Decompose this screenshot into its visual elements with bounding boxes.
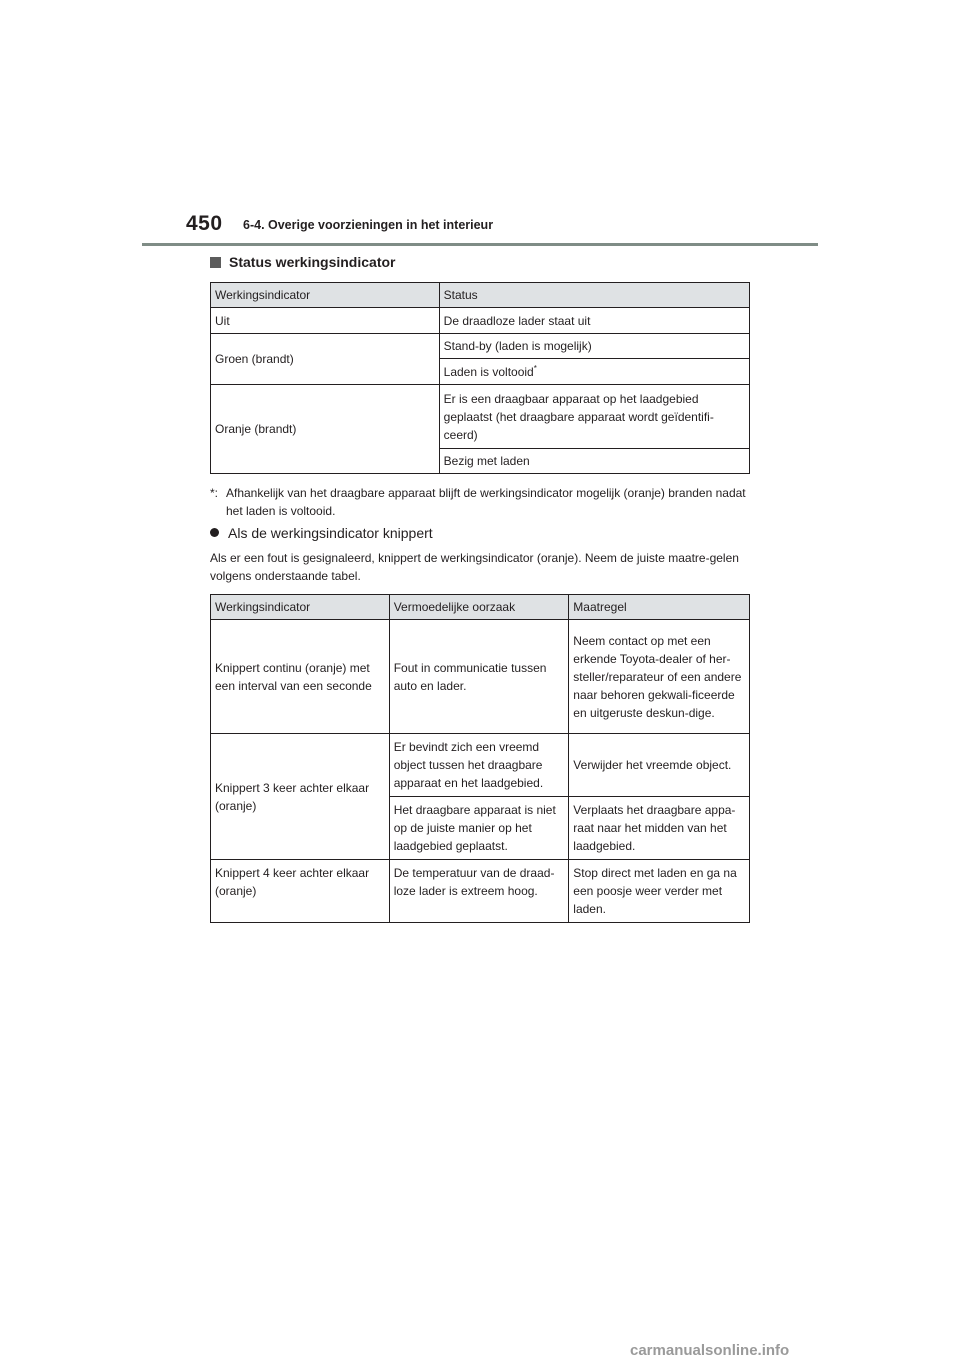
- column-header: Maatregel: [569, 595, 750, 620]
- table-row: [211, 385, 750, 449]
- blink-section-title-text: Als de werkingsindicator knippert: [228, 525, 433, 541]
- indicator-cell: Knippert 4 keer achter elkaar (oranje): [211, 860, 390, 923]
- chapter-title: 6-4. Overige voorzieningen in het interieur: [243, 218, 494, 232]
- section-title: [210, 254, 395, 270]
- status-cell: De draadloze lader staat uit: [439, 308, 749, 334]
- indicator-cell: Groen (brandt): [211, 334, 440, 385]
- page-number: 450: [186, 212, 223, 235]
- action-cell: Verplaats het draagbare appa-raat naar het midden van het laadgebied.: [569, 797, 750, 860]
- blink-intro-text: Als er een fout is gesignaleerd, knippert de werkingsindicator (oranje). Neem de juiste maatre-gelen volgens onderstaande tabel.: [210, 551, 739, 583]
- table-row: [211, 308, 750, 334]
- table-row: [211, 860, 750, 923]
- status-cell: [439, 359, 749, 385]
- indicator-cell: Oranje (brandt): [211, 385, 440, 474]
- column-header: Werkingsindicator: [211, 595, 390, 620]
- round-bullet-icon: [210, 528, 219, 537]
- cause-cell: De temperatuur van de draad-loze lader is extreem hoog.: [389, 860, 569, 923]
- column-header: Status: [439, 283, 749, 308]
- indicator-cell: Knippert continu (oranje) met een interval van een seconde: [211, 620, 390, 734]
- indicator-cell: Knippert 3 keer achter elkaar (oranje): [211, 734, 390, 860]
- footnote-marker: *:: [210, 486, 219, 500]
- status-text: Laden is voltooid: [443, 364, 534, 379]
- table-header-row: [211, 283, 750, 308]
- action-cell: Neem contact op met een erkende Toyota-dealer of her-steller/reparateur of een andere naar behoren gekwali-ficeerde en uitgeruste deskun-dige.: [569, 620, 750, 734]
- status-cell: Bezig met laden: [439, 449, 749, 474]
- table-header-row: [211, 595, 750, 620]
- header-divider: [142, 243, 818, 246]
- cause-cell: Fout in communicatie tussen auto en lader.: [389, 620, 569, 734]
- footnote: [210, 484, 750, 520]
- blink-table: [210, 594, 750, 923]
- table-row: [211, 620, 750, 734]
- indicator-cell: Uit: [211, 308, 440, 334]
- watermark-text: carmanualsonline.info: [630, 1342, 790, 1359]
- footnote-text: Afhankelijk van het draagbare apparaat blijft de werkingsindicator mogelijk (oranje) branden nadat het laden is voltooid.: [226, 486, 746, 518]
- cause-cell: Er bevindt zich een vreemd object tussen het draagbare apparaat en het laadgebied.: [389, 734, 569, 797]
- table-row: [211, 334, 750, 359]
- table-row: [211, 734, 750, 797]
- column-header: Vermoedelijke oorzaak: [389, 595, 569, 620]
- section-title-text: Status werkingsindicator: [229, 254, 396, 270]
- cause-cell: Het draagbare apparaat is niet op de juiste manier op het laadgebied geplaatst.: [389, 797, 569, 860]
- action-cell: Verwijder het vreemde object.: [569, 734, 750, 797]
- square-bullet-icon: [210, 257, 221, 268]
- column-header: Werkingsindicator: [211, 283, 440, 308]
- status-cell: Er is een draagbaar apparaat op het laadgebied geplaatst (het draagbare apparaat wordt geïdentifi-ceerd): [439, 385, 749, 449]
- action-cell: Stop direct met laden en ga na een poosje weer verder met laden.: [569, 860, 750, 923]
- footnote-mark: *: [533, 363, 537, 373]
- status-table: [210, 282, 750, 474]
- blink-section-title: [210, 525, 433, 541]
- status-cell: Stand-by (laden is mogelijk): [439, 334, 749, 359]
